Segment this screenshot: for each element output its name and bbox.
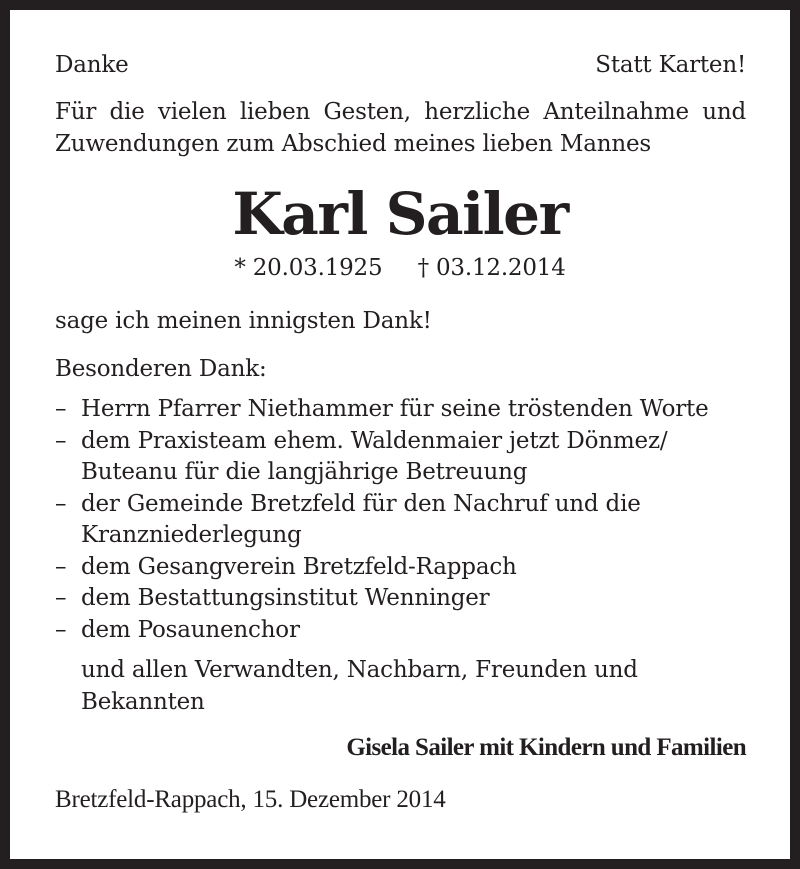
list-item: – dem Bestattungsinstitut Wenninger <box>55 583 721 615</box>
list-item: – Herrn Pfarrer Niethammer für seine tröstenden Worte <box>55 394 721 426</box>
list-item: – dem Posaunenchor <box>55 615 721 647</box>
dash-bullet: – <box>55 396 67 422</box>
dash-bullet: – <box>55 490 67 517</box>
place-date: Bretzfeld-Rappach, 15. Dezember 2014 <box>55 786 446 813</box>
dash-bullet: – <box>55 616 67 643</box>
birth-date: * 20.03.1925 <box>234 255 383 281</box>
thanks-line: sage ich meinen innigsten Dank! <box>55 308 432 334</box>
dash-bullet: – <box>55 427 67 454</box>
closing-text: und allen Verwandten, Nachbarn, Freunden und Bekannten <box>81 657 638 715</box>
special-thanks-heading: Besonderen Dank: <box>55 356 267 382</box>
header-instead-of-cards: Statt Karten! <box>595 52 746 78</box>
special-thanks-list <box>55 394 721 646</box>
list-item: – der Gemeinde Bretzfeld für den Nachruf und die Kranzniederlegung <box>55 490 641 548</box>
life-dates <box>10 253 790 284</box>
dash-bullet: – <box>55 553 67 580</box>
dash-bullet: – <box>55 585 67 611</box>
deceased-name: Karl Sailer <box>232 180 568 248</box>
intro-text: Für die vielen lieben Gesten, herzliche Anteilnahme und Zuwendungen zum Abschied meines lieben Mannes <box>55 99 746 157</box>
list-item: – dem Gesangverein Bretzfeld-Rappach <box>55 552 721 584</box>
signature: Gisela Sailer mit Kindern und Familien <box>346 734 746 761</box>
death-date: † 03.12.2014 <box>417 255 566 281</box>
header-thanks: Danke <box>55 52 129 78</box>
list-item: – dem Praxisteam ehem. Waldenmaier jetzt Dönmez/ Buteanu für die langjährige Betreuung <box>55 427 668 485</box>
obituary-notice <box>10 10 790 859</box>
